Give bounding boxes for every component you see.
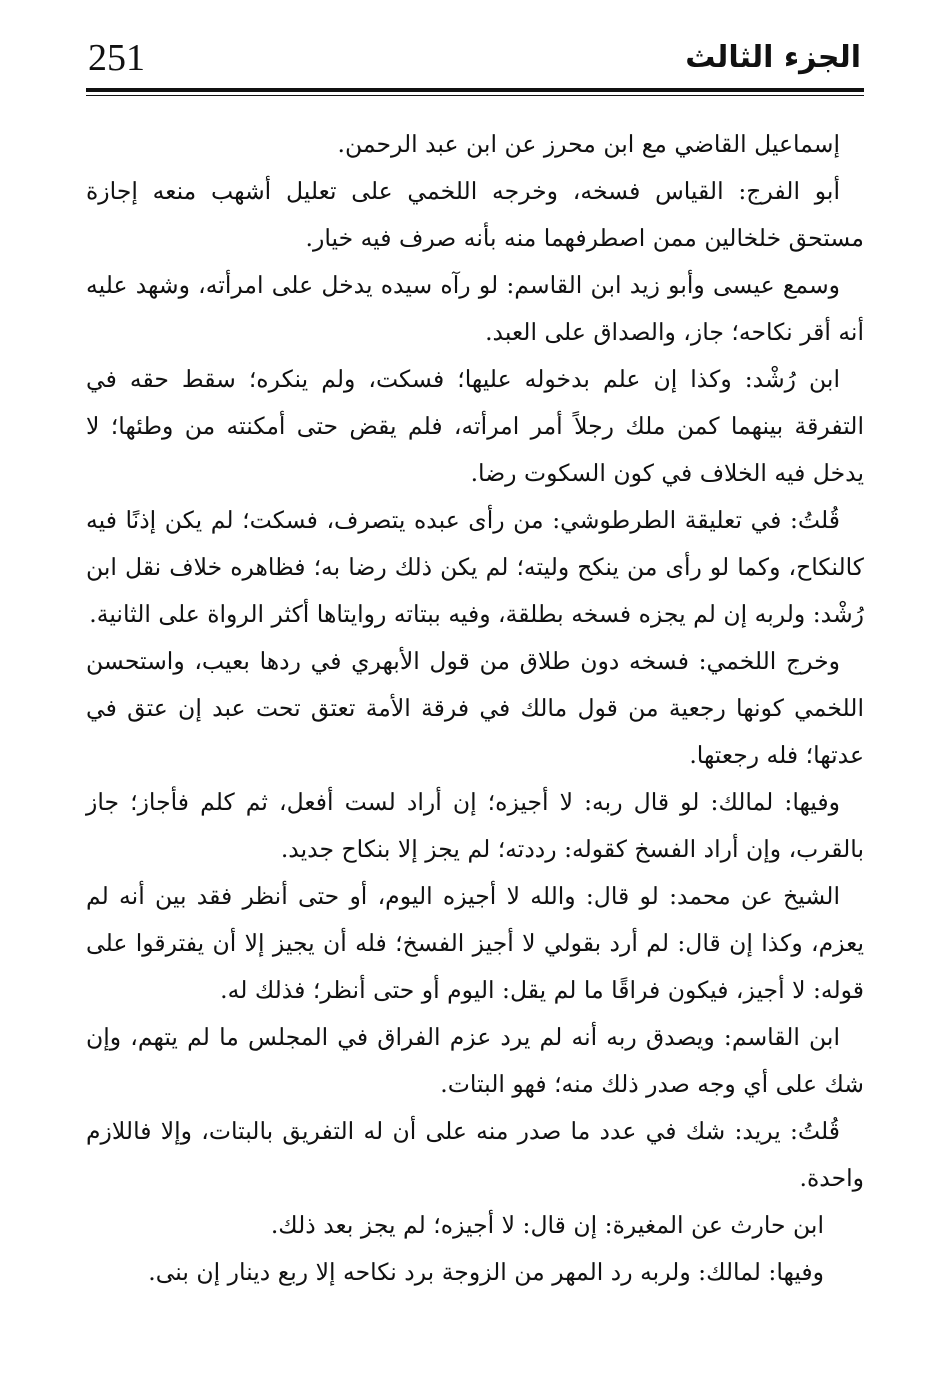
paragraph: وفيها: لمالك: ولربه رد المهر من الزوجة برد نكاحه إلا ربع دينار إن بنى.	[148, 1258, 824, 1286]
paragraph: ابن حارث عن المغيرة: إن قال: لا أجيزه؛ لم يجز بعد ذلك.	[270, 1211, 824, 1239]
paragraph: الشيخ عن محمد: لو قال: والله لا أجيزه اليوم، أو حتى أنظر فقد بين أنه لم يعزم، وكذا إن قال: لم أرد بقولي لا أجيز الفسخ؛ فله أن يجيز إلا أن يفترقوا على قوله: لا أجيز، فيكون فراقًا ما لم يقل: اليوم أو حتى أنظر؛ فذلك له.	[86, 882, 864, 1004]
running-title: الجزء الثالث	[685, 40, 861, 75]
header-rule-thick	[86, 88, 864, 92]
paragraph: ابن رُشْد: وكذا إن علم بدخوله عليها؛ فسكت، ولم ينكره؛ سقط حقه في التفرقة بينهما كمن ملك رجلاً أمر امرأته، فلم يقض حتى أمكنته من وطئها؛ لا يدخل فيه الخلاف في كون السكوت رضا.	[86, 365, 864, 487]
paragraph: قُلتُ: يريد: شك في عدد ما صدر منه على أن له التفريق بالبتات، وإلا فاللازم واحدة.	[86, 1117, 864, 1192]
paragraph: أبو الفرج: القياس فسخه، وخرجه اللخمي على تعليل أشهب منعه إجازة مستحق خلخالين ممن اصطرفهما منه بأنه صرف فيه خيار.	[86, 177, 864, 252]
paragraph: ابن القاسم: ويصدق ربه أنه لم يرد عزم الفراق في المجلس ما لم يتهم، وإن شك على أي وجه صدر ذلك منه؛ فهو البتات.	[86, 1023, 864, 1098]
paragraph: وخرج اللخمي: فسخه دون طلاق من قول الأبهري في ردها بعيب، واستحسن اللخمي كونها رجعية من قول مالك في فرقة الأمة تعتق تحت عبد إن عتق في عدتها؛ فله رجعتها.	[86, 647, 864, 769]
paragraph: وسمع عيسى وأبو زيد ابن القاسم: لو رآه سيده يدخل على امرأته، وشهد عليه أنه أقر نكاحه؛ جاز، والصداق على العبد.	[86, 271, 864, 346]
paragraph: وفيها: لمالك: لو قال ربه: لا أجيزه؛ إن أراد لست أفعل، ثم كلم فأجاز؛ جاز بالقرب، وإن أراد الفسخ كقوله: رددته؛ لم يجز إلا بنكاح جديد.	[86, 788, 864, 863]
paragraph: قُلتُ: في تعليقة الطرطوشي: من رأى عبده يتصرف، فسكت؛ لم يكن إذنًا فيه كالنكاح، وكما لو رأى من ينكح وليته؛ لم يكن ذلك رضا به؛ فظاهره خلاف نقل ابن رُشْد: ولربه إن لم يجزه فسخه بطلقة، وفيه ببتاته روايتاها أكثر الرواة على الثانية.	[86, 506, 864, 628]
header-rule-thin	[86, 95, 864, 96]
page-number: 251	[88, 37, 145, 79]
body-text	[86, 121, 864, 1296]
paragraph: إسماعيل القاضي مع ابن محرز عن ابن عبد الرحمن.	[337, 130, 840, 158]
